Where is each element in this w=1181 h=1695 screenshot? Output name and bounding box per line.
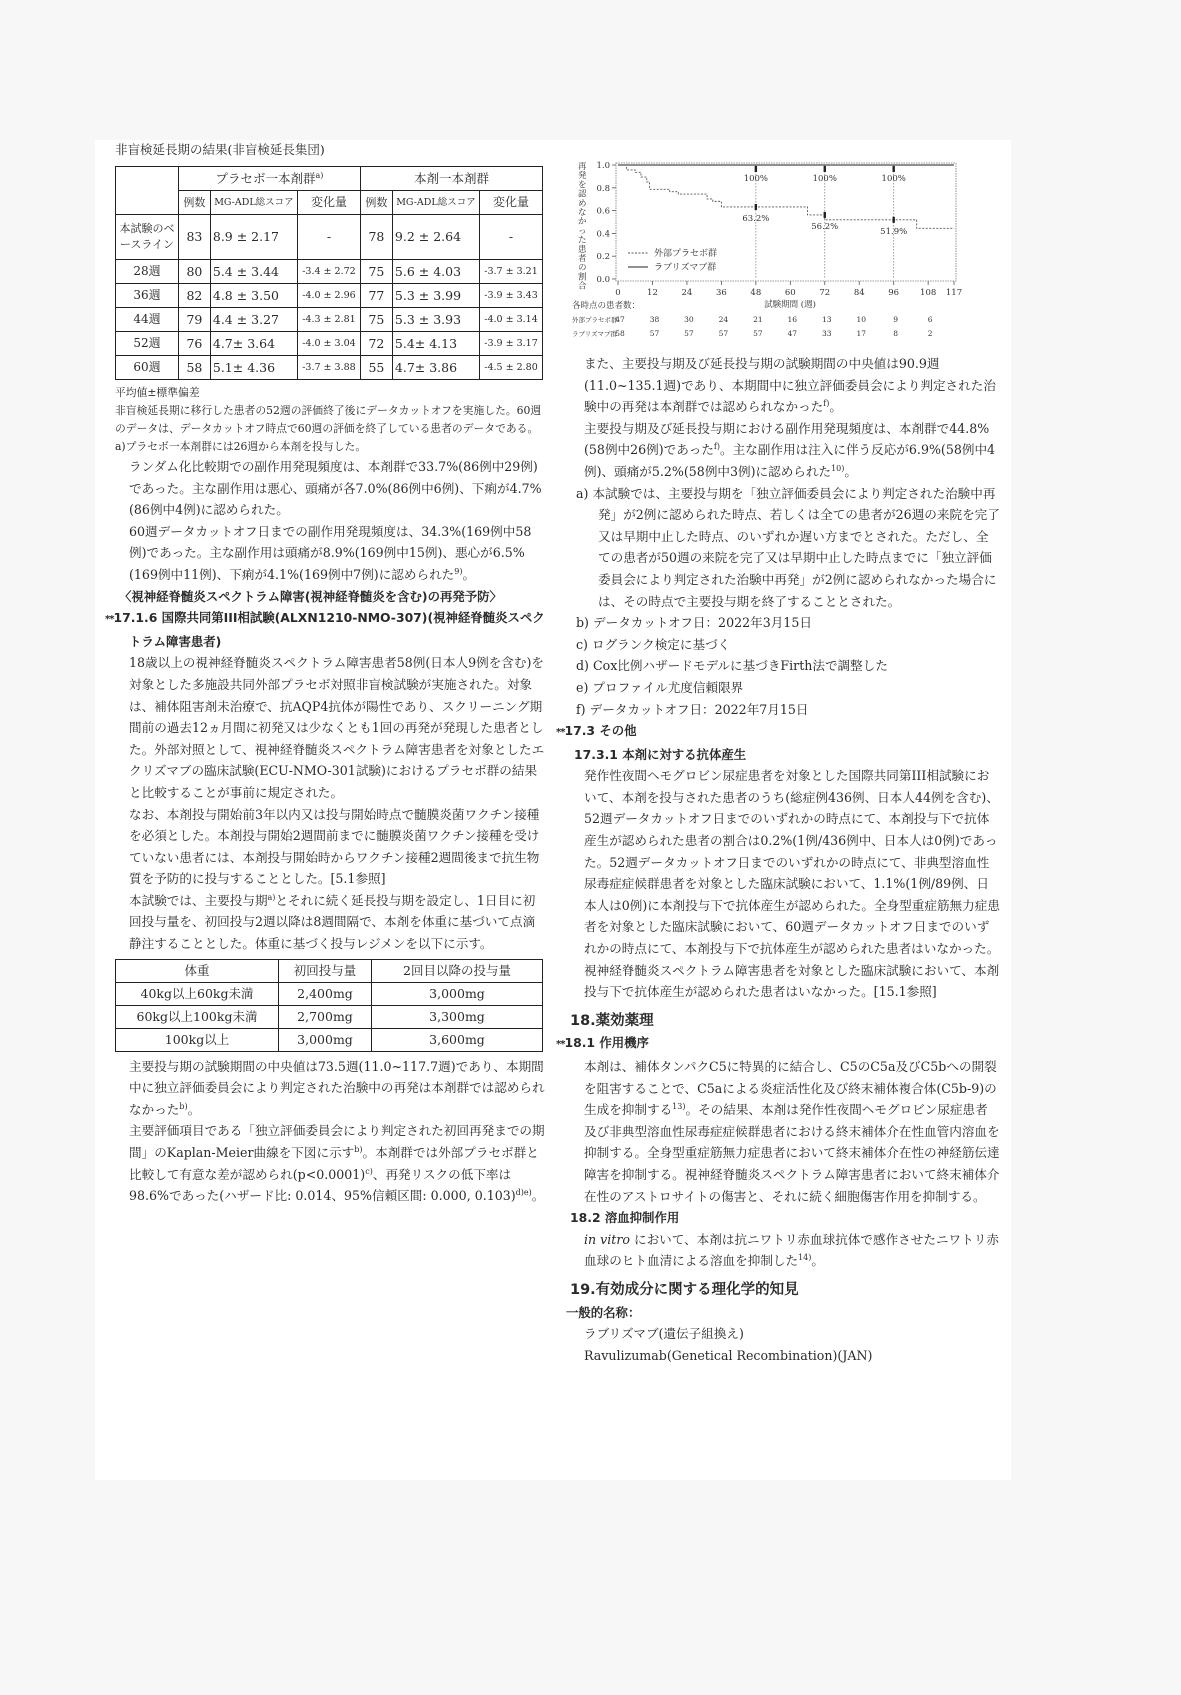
dose-row [116, 1028, 543, 1051]
table-cell: 9.2 ± 2.64 [392, 215, 479, 260]
table-cell: 75 [360, 308, 392, 332]
table-cell: - [298, 215, 361, 260]
footnote-f: f) データカットオフ日：2022年7月15日 [576, 701, 809, 717]
table-cell: 55 [360, 356, 392, 380]
x-axis-label: 試験期間 (週) [764, 300, 816, 310]
svg-text:17: 17 [856, 329, 867, 338]
legend-drug-label: ラブリズマブ群 [654, 263, 717, 273]
section-17-3-heading: **17.3 その他 [556, 723, 637, 739]
table-cell: -3.9 ± 3.17 [480, 332, 543, 356]
revision-marker: ** [556, 727, 565, 739]
at-risk-label-placebo: 外部プラセボ群 [572, 316, 618, 324]
table-cell: -3.7 ± 3.21 [480, 260, 543, 284]
paragraph-extension-ae: 主要投与期及び延長投与期における副作用発現頻度は、本剤群で44.8%(58例中26例)であった$^{f)}$。主な副作用は注入に伴う反応が6.9%(58例中4例)、頭痛が5.2%(58例中3例)に認められた$^{10)}$。 [584, 420, 996, 479]
row-label: 本試験のベースライン [116, 215, 179, 260]
table-cell: 4.4 ± 3.27 [210, 308, 297, 332]
x-axis-ticks [615, 281, 962, 298]
dose-cell: 3,600mg [372, 1028, 543, 1051]
table-cell: 4.7± 3.86 [392, 356, 479, 380]
revision-marker: ** [556, 1039, 565, 1051]
table-cell: 77 [360, 284, 392, 308]
svg-text:0.8: 0.8 [596, 183, 610, 194]
row-label: 52週 [116, 332, 179, 356]
svg-text:0.6: 0.6 [596, 206, 610, 217]
svg-text:9: 9 [893, 315, 899, 324]
svg-text:2: 2 [927, 329, 933, 338]
sub-header: MG-ADL総スコア [210, 191, 297, 215]
svg-text:57: 57 [684, 329, 694, 338]
dose-cell: 60kg以上100kg未満 [116, 1005, 279, 1028]
at-risk-title: 各時点の患者数： [572, 301, 641, 311]
dose-regimen-table [115, 959, 543, 1052]
document-page [95, 140, 1011, 1480]
svg-text:1.0: 1.0 [596, 161, 610, 171]
svg-text:24: 24 [681, 288, 693, 298]
table-cell: 58 [178, 356, 210, 380]
at-risk-label-drug: ラブリズマブ群 [572, 330, 617, 338]
y-axis-label: 再発を認めなかった患者の割合 [578, 162, 587, 292]
row-label: 28週 [116, 260, 179, 284]
svg-text:63.2%: 63.2% [742, 213, 770, 224]
table-row [116, 356, 543, 380]
nmo-indication-heading: 〈視神経脊髄炎スペクトラム障害(視神経脊髄炎を含む)の再発予防〉 [119, 588, 502, 604]
svg-text:47: 47 [787, 329, 798, 338]
section-18-1-heading: **18.1 作用機序 [556, 1035, 649, 1051]
svg-text:30: 30 [684, 315, 694, 324]
table-cell: -4.0 ± 2.96 [298, 284, 361, 308]
sub-header: 変化量 [480, 191, 543, 215]
svg-text:6: 6 [927, 315, 933, 324]
paragraph-nmo-design: 18歳以上の視神経脊髄炎スペクトラム障害患者58例(日本人9例を含む)を対象とした多施設共同外部プラセボ対照非盲検試験が実施された。対象は、補体阻害剤未治療で、抗AQP4抗体が陽性であり、スクリーニング期間前の過去12ヵ月間に初発又は少なくとも1回の再発が発現した患者とした。外部対照として、視神経脊髄炎スペクトラム障害患者を対象としたエクリズマブの臨床試験(ECU-NMO-301試験)におけるプラセボ群の結果と比較することが事前に規定された。 [129, 655, 545, 800]
footnote-list [570, 483, 1000, 721]
paragraph-median-duration: 主要投与期の試験期間の中央値は73.5週(11.0~117.7週)であり、本期間中に独立評価委員会により判定された治験中の再発は本剤群では認められなかった$^{b)}$。 [129, 1058, 545, 1117]
svg-text:57: 57 [753, 329, 763, 338]
sub-header: 変化量 [298, 191, 361, 215]
svg-text:10: 10 [856, 315, 867, 324]
svg-text:57: 57 [718, 329, 729, 338]
svg-text:0.4: 0.4 [596, 229, 610, 240]
svg-text:0: 0 [615, 288, 621, 298]
paragraph-extension-duration: また、主要投与期及び延長投与期の試験期間の中央値は90.9週(11.0~135.1週)であり、本期間中に独立評価委員会により判定された治験中の再発は本剤群では認められなかった$^{f)}$。 [584, 356, 996, 415]
dose-cell: 2,400mg [279, 982, 372, 1005]
svg-text:36: 36 [715, 288, 727, 298]
footnote-b: b) データカットオフ日：2022年3月15日 [576, 615, 812, 631]
svg-text:84: 84 [853, 288, 865, 298]
table-corner [116, 167, 179, 215]
table-cell: 78 [360, 215, 392, 260]
row-label: 36週 [116, 284, 179, 308]
group-header-placebo: プラセボ一本剤群$^{a)}$ [178, 167, 360, 191]
at-risk-values [615, 315, 933, 338]
table-cell: -3.4 ± 2.72 [298, 260, 361, 284]
left-column [105, 140, 547, 1207]
revision-marker: ** [105, 614, 114, 626]
svg-text:8: 8 [893, 329, 899, 338]
paragraph-nmo-vaccine: なお、本剤投与開始前3年以内又は投与開始時点で髄膜炎菌ワクチン接種を必須とした。本剤投与開始2週間前までに髄膜炎菌ワクチン接種を受けていない患者には、本剤投与開始時からワクチン接種2週間後まで抗生物質を予防的に投与することとした。[5.1参照] [129, 806, 540, 887]
paragraph-kaplan-meier: 主要評価項目である「独立評価委員会により判定された初回再発までの期間」のKaplan-Meier曲線を下図に示す$^{b)}$。本剤群では外部プラセボ群と比較して有意な差が認められ(p<0.0001)$^{c)}$、再発リスクの低下率は98.6%であった(ハザード比: 0.014、95%信頼区間: 0.000, 0.103)$^{d)e)}$。 [129, 1123, 545, 1204]
table-cell: 72 [360, 332, 392, 356]
svg-text:100%: 100% [881, 174, 906, 184]
svg-text:12: 12 [647, 288, 658, 298]
mg-adl-results-table [115, 166, 543, 380]
sub-header: 例数 [360, 191, 392, 215]
table-cell: 75 [360, 260, 392, 284]
table-cell: 4.7± 3.64 [210, 332, 297, 356]
section-18-2-heading: 18.2 溶血抑制作用 [570, 1210, 680, 1226]
sub-header: 例数 [178, 191, 210, 215]
table-cell: 82 [178, 284, 210, 308]
section-19-heading: 19.有効成分に関する理化学的知見 [570, 1281, 799, 1298]
dose-cell: 2,700mg [279, 1005, 372, 1028]
svg-text:57: 57 [649, 329, 660, 338]
svg-text:58: 58 [615, 329, 625, 338]
svg-text:16: 16 [787, 315, 798, 324]
table-cell: 8.9 ± 2.17 [210, 215, 297, 260]
section-17-3-1-heading: 17.3.1 本剤に対する抗体産生 [574, 746, 747, 762]
table-cell: -3.7 ± 3.88 [298, 356, 361, 380]
dose-cell: 40kg以上60kg未満 [116, 982, 279, 1005]
table-cell: -4.0 ± 3.14 [480, 308, 543, 332]
svg-text:108: 108 [920, 288, 937, 298]
svg-text:24: 24 [718, 315, 729, 324]
paragraph-hemolysis: in vitro において、本剤は抗ニワトリ赤血球抗体で感作させたニワトリ赤血球のヒト血清による溶血を抑制した$^{14)}$。 [584, 1231, 999, 1269]
svg-text:100%: 100% [743, 174, 769, 184]
sub-header: MG-ADL総スコア [392, 191, 479, 215]
footnote-c: c) ログランク検定に基づく [576, 636, 731, 652]
generic-name-label: 一般的名称： [566, 1304, 641, 1320]
table-row [116, 215, 543, 260]
svg-text:0.2: 0.2 [596, 252, 610, 263]
svg-text:117: 117 [945, 288, 963, 298]
table-cell: -4.0 ± 3.04 [298, 332, 361, 356]
paragraph-nmo-dosing: 本試験では、主要投与期$^{a)}$とそれに続く延長投与期を設定し、1日目に初回投与量を、初回投与2週以降は8週間隔で、本剤を体重に基づいて点滴静注することとした。体重に基づく投与レジメンを以下に示す。 [129, 892, 536, 952]
svg-text:100%: 100% [812, 174, 837, 184]
table-cell: 80 [178, 260, 210, 284]
group-header-drug: 本剤一本剤群 [360, 167, 542, 191]
table-cell: 76 [178, 332, 210, 356]
table-cell: 83 [178, 215, 210, 260]
table-cell: -4.3 ± 2.81 [298, 308, 361, 332]
table-cell: -4.5 ± 2.80 [480, 356, 543, 380]
table-row [116, 260, 543, 284]
table-cell: - [480, 215, 543, 260]
table-cell: 5.1± 4.36 [210, 356, 297, 380]
svg-text:13: 13 [821, 315, 832, 324]
dose-cell: 3,000mg [372, 982, 543, 1005]
row-label: 44週 [116, 308, 179, 332]
table-cell: 5.6 ± 4.03 [392, 260, 479, 284]
right-column [556, 140, 1000, 1366]
svg-text:21: 21 [753, 315, 763, 324]
kaplan-meier-svg [570, 145, 1000, 345]
svg-text:48: 48 [750, 288, 762, 298]
table-cell: 5.4± 4.13 [392, 332, 479, 356]
svg-text:60: 60 [784, 288, 796, 298]
table-cell: 79 [178, 308, 210, 332]
dose-row [116, 1005, 543, 1028]
kaplan-meier-chart [570, 145, 1000, 345]
paragraph-mechanism: 本剤は、補体タンパクC5に特異的に結合し、C5のC5a及びC5bへの開裂を阻害することで、C5aによる炎症活性化及び終末補体複合体(C5b-9)の生成を抑制する$^{13)}$。その結果、本剤は発作性夜間ヘモグロビン尿症患者及び非典型溶血性尿毒症症候群患者における終末補体介在性血管内溶血を抑制する。全身型重症筋無力症患者において終末補体介在性の神経筋伝達障害を抑制する。視神経脊髄炎スペクトラム障害患者において終末補体介在性のアストロサイトの傷害と、それに続く細胞傷害作用を抑制する。 [584, 1059, 1000, 1204]
legend-placebo-label: 外部プラセボ群 [654, 249, 718, 259]
dose-header: 初回投与量 [279, 959, 372, 982]
table-note: 平均値±標準偏差 [115, 386, 200, 399]
svg-text:56.2%: 56.2% [811, 221, 839, 232]
svg-text:96: 96 [888, 288, 900, 298]
dose-cell: 3,300mg [372, 1005, 543, 1028]
paragraph-antibody: 発作性夜間ヘモグロビン尿症患者を対象とした国際共同第III相試験において、本剤を投与された患者のうち(総症例436例、日本人44例を含む)、52週データカットオフ日までのいずれかの時点にて、本剤投与下で抗体産生が認められた患者の割合は0.2%(1例/436例中、日本人は0例)であった。52週データカットオフ日までのいずれかの時点にて、非典型溶血性尿毒症症候群患者を対象とした臨床試験において、1.1%(1例/89例、日本人は0例)に本剤投与下で抗体産生が認められた。全身型重症筋無力症患者を対象とした臨床試験において、60週データカットオフ日までのいずれかの時点にて、本剤投与下で抗体産生が認められた患者はいなかった。視神経脊髄炎スペクトラム障害患者を対象とした臨床試験において、本剤投与下で抗体産生が認められた患者はいなかった。[15.1参照] [584, 768, 1000, 1000]
dose-cell: 100kg以上 [116, 1028, 279, 1051]
table-cell: 5.4 ± 3.44 [210, 260, 297, 284]
svg-text:38: 38 [649, 315, 660, 324]
svg-text:0.0: 0.0 [596, 275, 610, 285]
section-18-heading: 18.薬効薬理 [570, 1012, 654, 1029]
table-row [116, 308, 543, 332]
svg-text:51.9%: 51.9% [880, 226, 908, 237]
table-footnote-a: a)プラセボ一本剤群には26週から本剤を投与した。 [115, 440, 367, 453]
table-cell: 5.3 ± 3.99 [392, 284, 479, 308]
footnote-d: d) Cox比例ハザードモデルに基づきFirth法で調整した [576, 658, 888, 674]
table-row [116, 284, 543, 308]
paragraph-random-phase-ae: ランダム化比較期での副作用発現頻度は、本剤群で33.7%(86例中29例)であった。主な副作用は悪心、頭痛が各7.0%(86例中6例)、下痢が4.7%(86例中4例)に認められた。 [129, 459, 542, 518]
footnote-e: e) プロファイル尤度信頼限界 [576, 679, 744, 695]
footnote-a: a) 本試験では、主要投与期を「独立評価委員会により判定された治験中再発」が2例に認められた時点、若しくは全ての患者が26週の来院を完了又は早期中止した時点、のいずれか遅い方までとされた。ただし、全ての患者が50週の来院を完了又は早期中止した時点までに「独立評価委員会により判定された治験中再発」が2例に認められなかった場合には、その時点で主要投与期を終了することとされた。 [576, 485, 1000, 609]
svg-text:47: 47 [615, 315, 625, 324]
table-cell: 5.3 ± 3.93 [392, 308, 479, 332]
section-17-1-6-heading: **17.1.6 国際共同第III相試験(ALXN1210-NMO-307)(視神経脊髄炎スペクトラム障害患者) [105, 610, 545, 649]
table-caption: 非盲検延長期の結果(非盲検延長集団) [115, 142, 325, 157]
dose-header: 体重 [116, 959, 279, 982]
generic-name-jp: ラブリズマブ(遺伝子組換え) [584, 1326, 744, 1342]
y-axis-ticks [596, 161, 616, 285]
table-note: 非盲検延長期に移行した患者の52週の評価終了後にデータカットオフを実施した。60週のデータは、データカットオフ時点で60週の評価を終了している患者のデータである。 [115, 404, 542, 435]
table-row [116, 332, 543, 356]
dose-header: 2回目以降の投与量 [372, 959, 543, 982]
generic-name-en: Ravulizumab(Genetical Recombination)(JAN) [584, 1347, 873, 1363]
dose-cell: 3,000mg [279, 1028, 372, 1051]
dose-row [116, 982, 543, 1005]
svg-text:33: 33 [821, 329, 832, 338]
svg-text:72: 72 [819, 288, 831, 298]
table-cell: -3.9 ± 3.43 [480, 284, 543, 308]
table-cell: 4.8 ± 3.50 [210, 284, 297, 308]
paragraph-60w-ae: 60週データカットオフ日までの副作用発現頻度は、34.3%(169例中58例)であった。主な副作用は頭痛が8.9%(169例中15例)、悪心が6.5%(169例中11例)、下痢が4.1%(169例中7例)に認められた$^{9)}$。 [129, 523, 532, 582]
row-label: 60週 [116, 356, 179, 380]
